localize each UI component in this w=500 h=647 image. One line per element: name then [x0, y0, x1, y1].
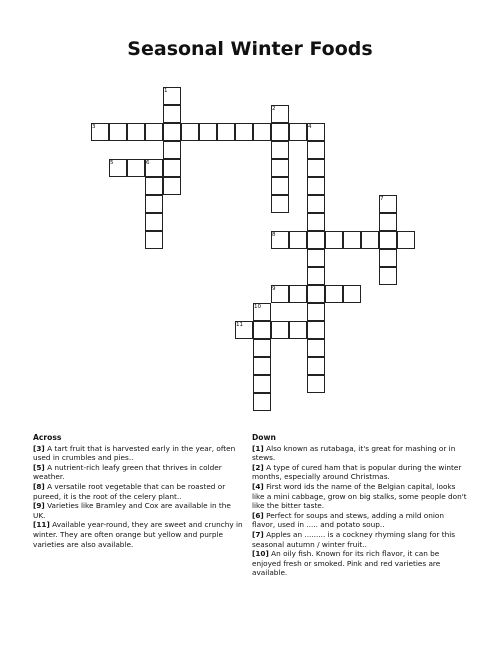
grid-cell[interactable]	[325, 231, 343, 249]
grid-cell[interactable]	[145, 195, 163, 213]
grid-cell[interactable]	[289, 231, 307, 249]
grid-cell[interactable]	[217, 123, 235, 141]
grid-cell[interactable]	[199, 123, 217, 141]
grid-cell[interactable]	[289, 321, 307, 339]
clue-down-4: [4] First word ids the name of the Belgian capital, looks like a mini cabbage, grow on big stalks, some people don't like the bitter taste.	[252, 481, 467, 511]
grid-cell[interactable]	[253, 123, 271, 141]
grid-cell[interactable]	[307, 285, 325, 303]
grid-cell[interactable]	[307, 141, 325, 159]
clue-across-9: [9] Varieties like Bramley and Cox are available in the UK.	[33, 501, 231, 520]
grid-cell[interactable]	[307, 357, 325, 375]
grid-cell[interactable]	[271, 195, 289, 213]
grid-cell[interactable]	[307, 231, 325, 249]
grid-cell[interactable]	[307, 375, 325, 393]
grid-cell[interactable]	[163, 159, 181, 177]
clue-down-7: [7] Apples an ......... is a cockney rhyming slang for this seasonal autumn / winter fruit..	[252, 529, 456, 549]
grid-cell[interactable]	[307, 339, 325, 357]
grid-cell[interactable]	[307, 177, 325, 195]
down-clues	[252, 433, 467, 578]
grid-cell[interactable]	[379, 231, 397, 249]
grid-cell[interactable]	[145, 123, 163, 141]
clue-number: 2	[272, 106, 276, 112]
clue-number: 8	[272, 232, 276, 238]
clue-number: 11	[236, 322, 243, 328]
grid-cell[interactable]	[397, 231, 415, 249]
grid-cell[interactable]	[361, 231, 379, 249]
grid-cell[interactable]	[271, 159, 289, 177]
clue-number: 7	[380, 196, 384, 202]
grid-cell[interactable]	[307, 249, 325, 267]
grid-cell[interactable]	[325, 285, 343, 303]
grid-cell[interactable]	[307, 195, 325, 213]
grid-cell[interactable]	[253, 375, 271, 393]
grid-cell[interactable]	[307, 321, 325, 339]
grid-cell[interactable]	[145, 213, 163, 231]
grid-cell[interactable]	[163, 141, 181, 159]
grid-cell[interactable]	[253, 339, 271, 357]
grid-cell[interactable]	[379, 213, 397, 231]
grid-cell[interactable]	[271, 123, 289, 141]
clue-down-6: [6] Perfect for soups and stews, adding a mild onion flavor, used in ..... and potato soup..	[252, 510, 445, 530]
clue-across-11: [11] Available year-round, they are sweet and crunchy in winter. They are often orange but yellow and purple varieties are also available.	[33, 520, 243, 549]
clue-across-5: [5] A nutrient-rich leafy green that thrives in colder weather.	[33, 462, 222, 482]
across-clues	[33, 433, 245, 549]
grid-cell[interactable]	[307, 159, 325, 177]
clue-across-3: [3] A tart fruit that is harvested early in the year, often used in crumbles and pies..	[33, 443, 236, 463]
clue-down-2: [2] A type of cured ham that is popular during the winter months, especially around Christmas.	[252, 462, 462, 482]
clue-down-1: [1] Also known as rutabaga, it's great for mashing or in stews.	[252, 443, 456, 463]
clue-number: 10	[254, 304, 261, 310]
grid-cell[interactable]	[235, 123, 253, 141]
clue-number: 6	[146, 160, 150, 166]
clue-number: 1	[164, 88, 168, 94]
grid-cell[interactable]	[145, 177, 163, 195]
grid-cell[interactable]	[163, 123, 181, 141]
grid-cell[interactable]	[271, 141, 289, 159]
grid-cell[interactable]	[307, 213, 325, 231]
grid-cell[interactable]	[253, 357, 271, 375]
clue-number: 5	[110, 160, 114, 166]
grid-cell[interactable]	[307, 303, 325, 321]
clue-down-10: [10] An oily fish. Known for its rich flavor, it can be enjoyed fresh or smoked. Pink and red varieties are available.	[252, 549, 441, 578]
grid-cell[interactable]	[271, 177, 289, 195]
grid-cell[interactable]	[379, 249, 397, 267]
puzzle-title: Seasonal Winter Foods	[127, 38, 373, 60]
clue-number: 3	[92, 124, 96, 130]
grid-cell[interactable]	[127, 159, 145, 177]
grid-cell[interactable]	[289, 123, 307, 141]
clue-number: 9	[272, 286, 276, 292]
clue-number: 4	[308, 124, 312, 130]
grid-cell[interactable]	[181, 123, 199, 141]
grid-cell[interactable]	[145, 231, 163, 249]
grid-cell[interactable]	[127, 123, 145, 141]
grid-cell[interactable]	[253, 393, 271, 411]
grid-cell[interactable]	[271, 321, 289, 339]
grid-cell[interactable]	[307, 267, 325, 285]
grid-cell[interactable]	[163, 105, 181, 123]
grid-cell[interactable]	[289, 285, 307, 303]
clue-across-8: [8] A versatile root vegetable that can be roasted or pureed, it is the root of the celery plant..	[33, 481, 226, 501]
grid-cell[interactable]	[109, 123, 127, 141]
grid-cell[interactable]	[343, 285, 361, 303]
grid-cell[interactable]	[379, 267, 397, 285]
grid-cell[interactable]	[343, 231, 361, 249]
across-heading: Across	[33, 433, 62, 442]
grid-cell[interactable]	[163, 177, 181, 195]
grid-cell[interactable]	[253, 321, 271, 339]
down-heading: Down	[252, 433, 276, 442]
